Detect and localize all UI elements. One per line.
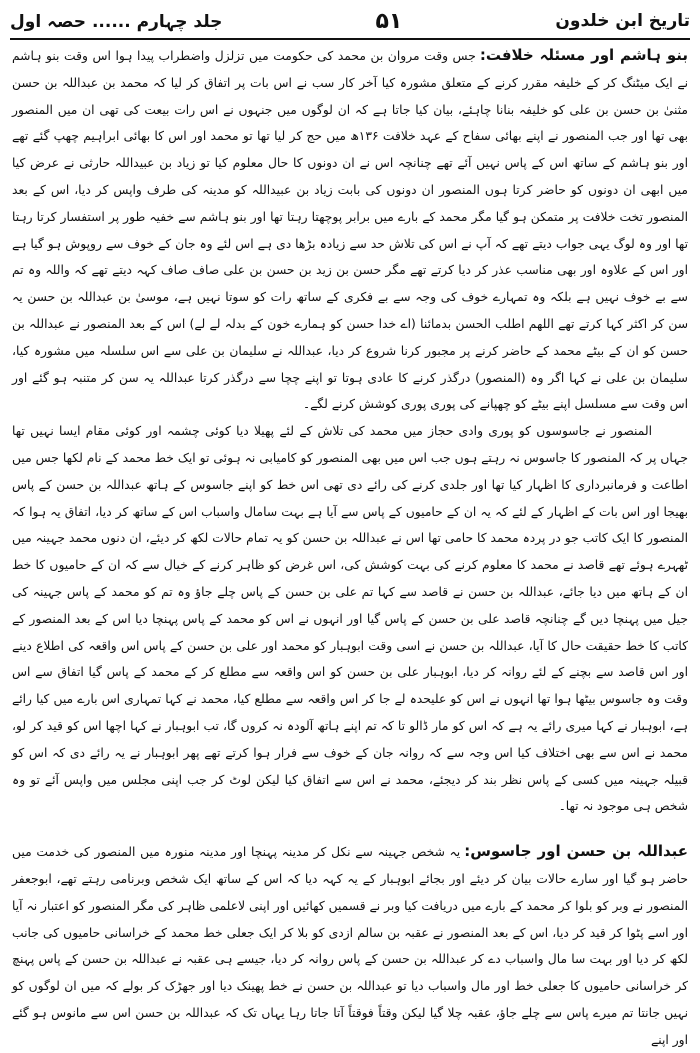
section-heading-abdullah: عبداللہ بن حسن اور جاسوس: bbox=[464, 842, 688, 861]
section-gap bbox=[12, 820, 688, 838]
book-title: تاریخ ابن خلدون bbox=[555, 11, 690, 31]
section1-text1: جس وقت مروان بن محمد کی حکومت میں تزلزل واضطراب پیدا ہوا اس وقت بنو ہاشم نے ایک میٹنگ کر کے خلیفہ مقرر کرنے کے متعلق مشورہ کیا آخر کار سب نے اس بات پر اتفاق کر لیا کہ محمد بن عبداللہ بن حسن مثنیٰ بن حسن بن علی کو خلیفہ بنانا چاہئے، بیان کیا جاتا ہے کہ ان لوگوں میں جنہوں نے اس رات بیعت کی تھی ان میں المنصور بھی تھا اور جب المنصور نے اپنے بھائی سفاح کے عہد خلافت ۱۳۶ھ میں حج کر لیا تھا تو محمد اور اس کا بھائی ابراہیم چھپ گئے تھے اور بنو ہاشم کے ساتھ اس کے پاس نہیں آئے تھے چنانچہ اس نے ان دونوں کا حال معلوم کیا تو زیاد بن عبیداللہ حارثی نے عرض کیا میں ابھی ان دونوں کو حاضر کرتا ہوں المنصور ان دونوں کی بابت زیاد بن عبیداللہ کو مدینہ کی طرف واپس کر دیا، اس کے بعد المنصور تخت خلافت پر متمکن ہو گیا مگر محمد کے بارے میں برابر پوچھتا رہتا تھا اور بنو ہاشم سے خفیہ طور پر استفسار کرتا رہتا تھا اور وہ لوگ یہی جواب دیتے تھے کہ آپ نے اس کی تلاش حد سے زیادہ بڑھا دی ہے اس لئے وہ جان کے خوف سے روپوش ہو گیا ہے اور اس کے علاوہ اور بھی مناسب عذر کر دیا کرتے تھے مگر حسن بن زید بن حسن بن علی صاف صاف کہہ دیتے تھے کہ واللہ وہ تم سے بے خوف نہیں ہے بلکہ وہ تمہارے خوف کی وجہ سے بے فکری کے ساتھ رات کو سوتا نہیں ہے، موسیٰ بن عبداللہ بن حسن یہ سن کر اکثر کہا کرتے تھے اللھم اطلب الحسن بدمائنا (اے خدا حسن کو ہمارے خون کے بدلہ لے لے) اس کے بعد المنصور نے عبداللہ بن حسن کو ان کے بیٹے محمد کے حاضر کرنے پر مجبور کرنا شروع کر دیا، عبداللہ نے سلیمان بن علی سے اس سلسلہ میں مشورہ کیا، سلیمان بن علی نے کہا اگر وہ (المنصور) درگذر کرنے کا عادی ہوتا تو اپنے چچا سے درگذر کرتا عبداللہ یہ سن کر متنبہ ہو گئے اور اس وقت سے مسلسل اپنے بیٹے کو چھپانے کی پوری پوری کوشش کرنے لگے۔ bbox=[12, 49, 688, 412]
section1-text2: المنصور نے جاسوسوں کو پوری وادی حجاز میں محمد کی تلاش کے لئے پھیلا دیا کوئی چشمہ اور کوئی مقام ایسا نہیں تھا جہاں پر کہ المنصور کا جاسوس نہ رہتے ہوں جب اس میں بھی المنصور کو کامیابی نہ ہوئی تو ایک خط محمد کے نام لکھا جس میں اطاعت و فرمانبرداری کا اظہار کیا تھا اور جلدی کرنے کی رائے دی تھی اس خط کو اپنے جاسوس کے ہاتھ عبداللہ بن حسن کے پاس بھیجا اور اس بات کے اظہار کے لئے کہ یہ ان کے حامیوں کے پاس سے آیا ہے بہت سامال واسباب اس کے ساتھ کر دیا، اتفاق یہ ہوا کہ المنصور کا ایک کاتب جو در پردہ محمد کا حامی تھا اس نے عبداللہ بن حسن کو یہ تمام حالات لکھ کر دیئے، ان دنوں محمد جہینہ میں ٹھہرے ہوئے تھے قاصد نے محمد کا معلوم کرنے کی بہت کوشش کی، اس غرض کو ظاہر کرنے کے خیال سے کہ ان کے حامیوں کا خط ان کے ہاتھ میں دیا جائے، عبداللہ بن حسن نے قاصد سے کہا تم علی بن حسن کے پاس چلے جاؤ وہ تم کو محمد کے پاس جہینہ کی جیل میں پہنچا دیں گے چنانچہ قاصد علی بن حسن کے پاس گیا اور انہوں نے اس کو محمد کے پاس پہنچا دیا اس کے بعد المنصور کے کاتب کا خط حقیقت حال کا آیا، عبداللہ بن حسن نے اسی وقت ابوہبار کو محمد اور علی بن حسن کے پاس اس واقعہ کی اطلاع دینے اور اس قاصد سے بچنے کے لئے روانہ کر دیا، ابوہبار علی بن حسن کو اس واقعہ سے مطلع کر کے محمد کے پاس گیا اتفاق سے اس وقت وہ جاسوس بیٹھا ہوا تھا انہوں نے اس کو علیحدہ لے جا کر اس واقعہ سے مطلع کیا، محمد نے کہا تمہاری اس بارے میں کیا رائے ہے، ابوہبار نے کہا میری رائے یہ ہے کہ اس کو مار ڈالو تا کہ تم اپنے ہاتھ آلودہ نہ کروں گا، تب ابوہبار نے کہا اچھا اس کو قید کر لو، محمد نے اس سے بھی اختلاف کیا اس وجہ سے کہ روانہ جان کے خوف سے فرار ہوا کرتے تھے پھر ابوہبار نے یہ رائے دی کہ اس کو قبیلہ جہینہ میں کسی کے پاس نظر بند کر دیجئے، محمد نے اس سے اتفاق کیا لیکن لوٹ کر جب اپنی مجلس میں واپس آئے تو وہ شخص ہی موجود نہ تھا۔ bbox=[12, 424, 688, 814]
page-body bbox=[12, 42, 688, 1047]
header-divider bbox=[10, 38, 690, 40]
volume-part: جلد چہارم ...... حصہ اول bbox=[10, 11, 223, 32]
section-heading-banu-hashim: بنو ہاشم اور مسئلہ خلافت: bbox=[479, 46, 688, 64]
section1-paragraph1 bbox=[12, 42, 688, 418]
page-header bbox=[10, 6, 690, 36]
page-number: ۵۱ bbox=[375, 8, 403, 34]
section2-text: یہ شخص جہینہ سے نکل کر مدینہ پہنچا اور مدینہ منورہ میں المنصور کی خدمت میں حاضر ہو گیا اور سارے حالات بیان کر دیئے اور بجائے ابوہبار کے یہ کہہ دیا کہ اس کے ساتھ ایک شخص وبرنامی رہتے تھے، ابوجعفر المنصور نے وبر کو بلوا کر محمد کے بارے میں دریافت کیا وبر نے قسمیں کھائیں اور اپنی لاعلمی ظاہر کی مگر المنصور کو اعتبار نہ آیا اور اسے پٹوا کر قید کر دیا، اس کے بعد المنصور نے عقبہ بن سالم ازدی کو بلا کر ایک جعلی خط محمد کے خراسانی حامیوں کی جانب لکھ کر دیا اور بہت سا مال واسباب دے کر عبداللہ بن حسن کے پاس روانہ کر دیا، جیسے ہی عقبہ نے عبداللہ بن حسن کے پاس پہنچ کر خراسانی حامیوں کا جعلی خط اور مال واسباب دیا تو عبداللہ بن حسن نے خط پھینک دیا اور جھڑک کر بولے کہ میں ان لوگوں کو نہیں جانتا تم میرے پاس سے چلے جاؤ، عقبہ چلا گیا لیکن وقتاً فوقتاً آتا جاتا رہا یہاں تک کہ عبداللہ بن حسن اس سے مانوس ہو گئے اور اپنے bbox=[12, 845, 688, 1047]
section1-paragraph2 bbox=[12, 418, 688, 820]
section2-paragraph bbox=[12, 838, 688, 1053]
